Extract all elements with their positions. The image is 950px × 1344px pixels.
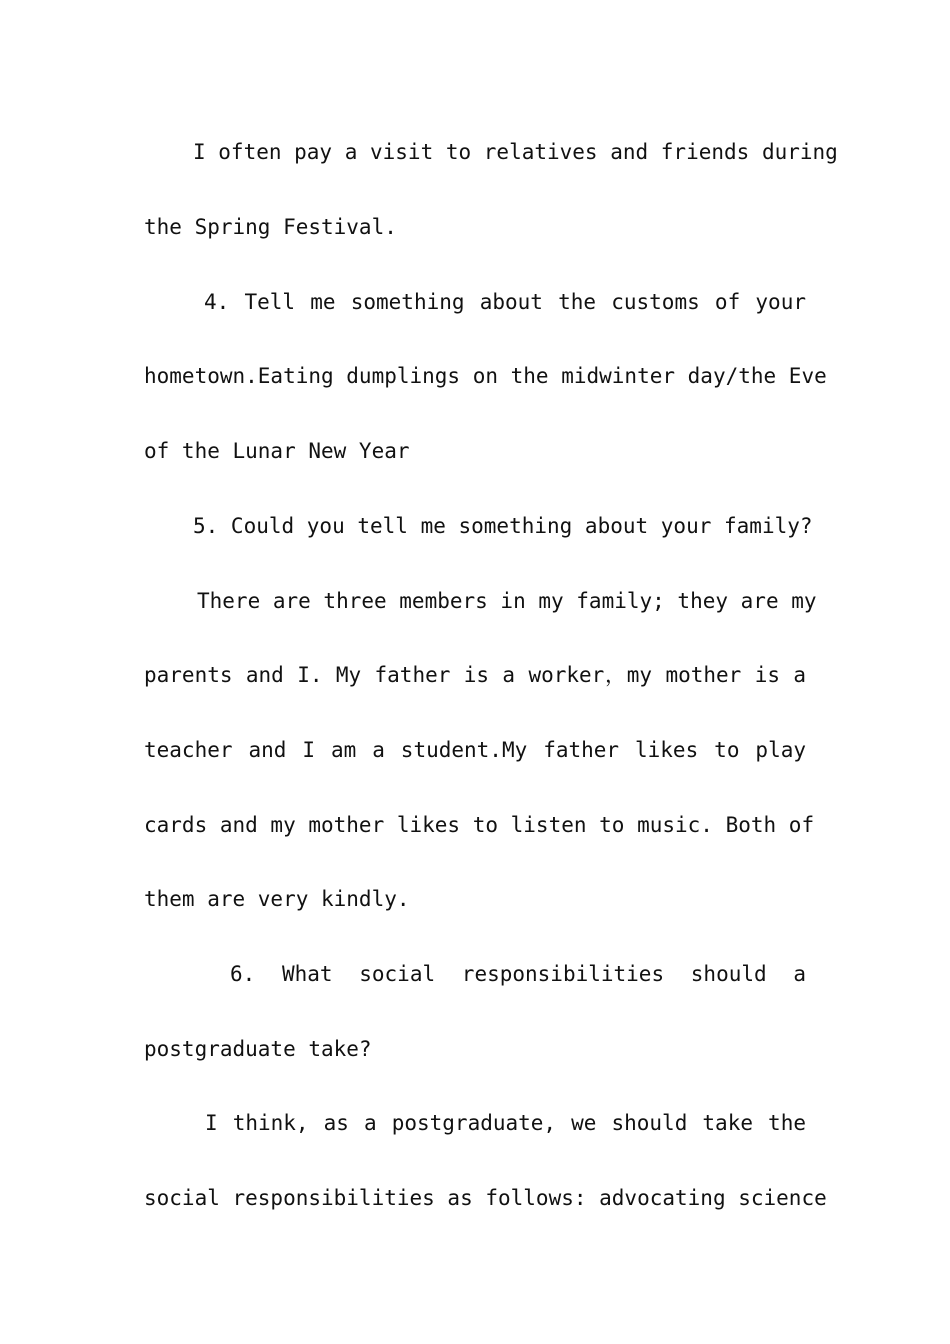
question-line: 5. Could you tell me something about your family? bbox=[193, 514, 813, 538]
paragraph-line: There are three members in my family; they are my bbox=[197, 589, 817, 613]
paragraph-line: cards and my mother likes to listen to music. Both of bbox=[144, 813, 815, 837]
question-line: postgraduate take? bbox=[144, 1037, 372, 1061]
paragraph-line: them are very kindly. bbox=[144, 887, 410, 911]
paragraph-line: of the Lunar New Year bbox=[144, 439, 410, 463]
paragraph-line: the Spring Festival. bbox=[144, 215, 397, 239]
paragraph-line: I often pay a visit to relatives and friends during bbox=[193, 140, 838, 164]
paragraph-line: hometown.Eating dumplings on the midwinter day/the Eve bbox=[144, 364, 827, 388]
paragraph-line: social responsibilities as follows: advocating science bbox=[144, 1186, 827, 1210]
paragraph-line: teacher and I am a student.My father likes to play bbox=[144, 738, 806, 762]
question-line: 4. Tell me something about the customs of your bbox=[204, 290, 806, 314]
paragraph-line: parents and I. My father is a worker，my mother is a bbox=[144, 663, 806, 687]
question-line: 6. What social responsibilities should a bbox=[230, 962, 806, 986]
paragraph-line: I think, as a postgraduate, we should take the bbox=[205, 1111, 806, 1135]
